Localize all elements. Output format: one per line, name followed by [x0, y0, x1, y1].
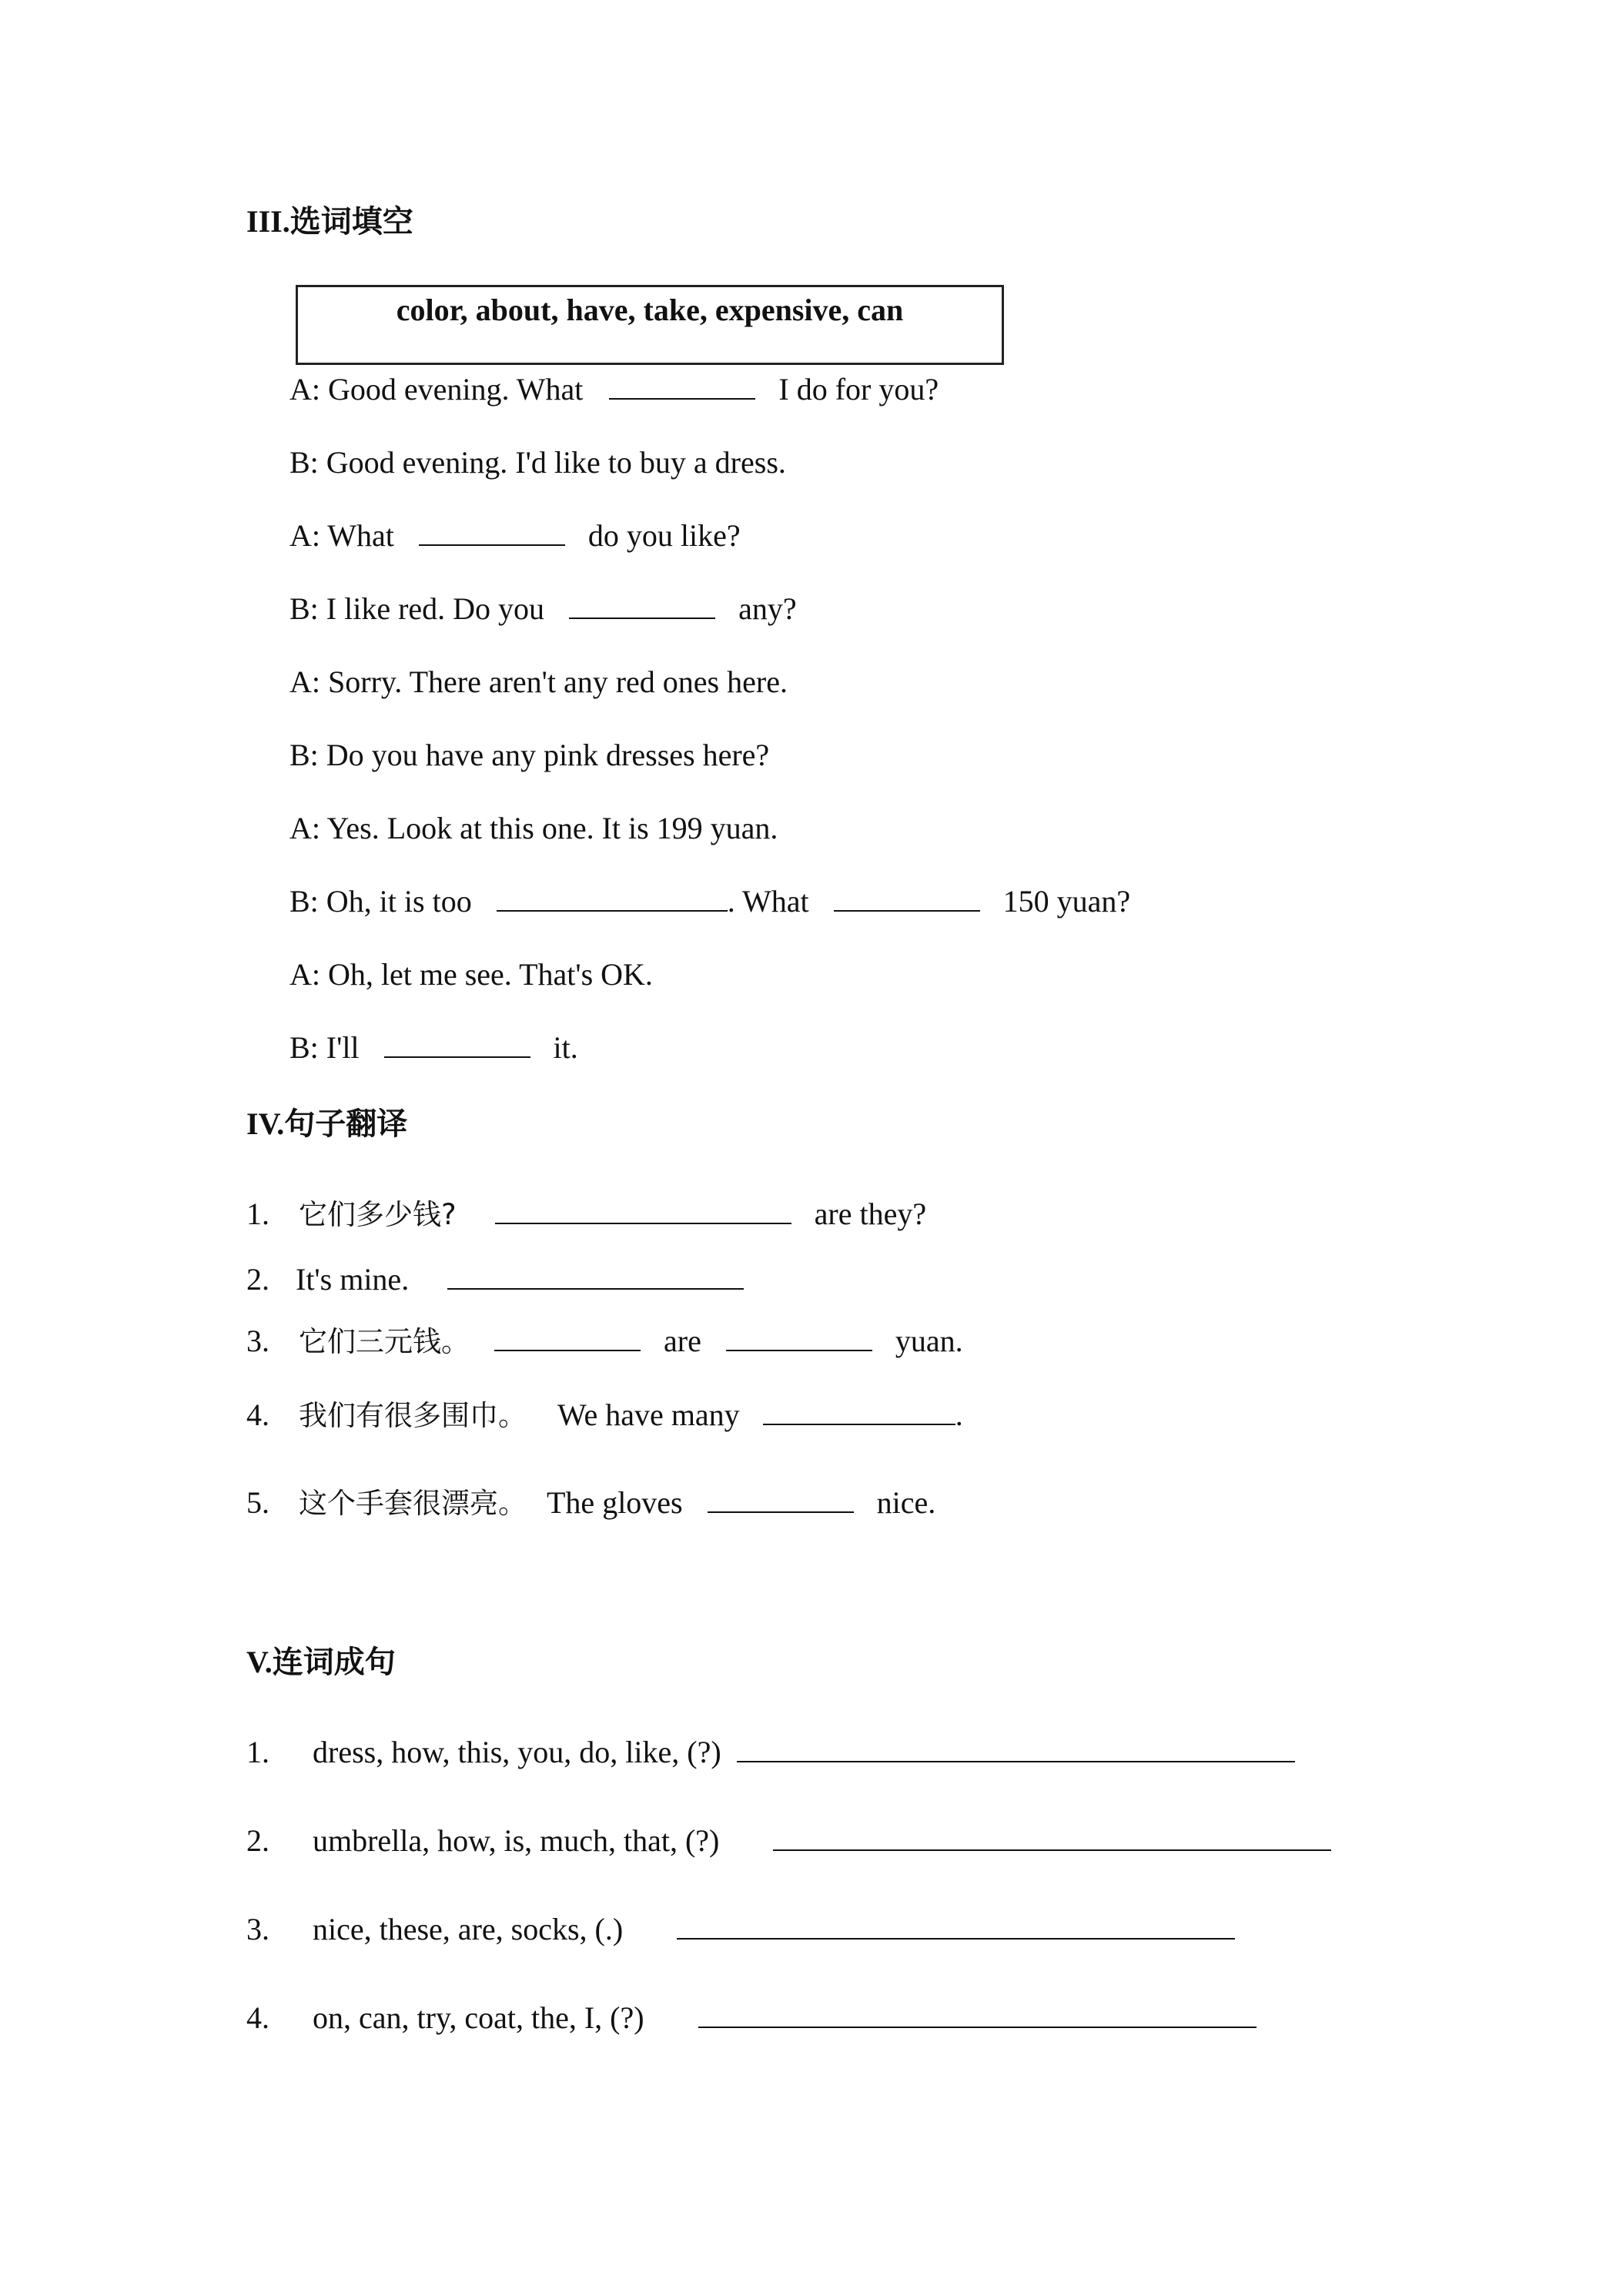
translation-blank-3b[interactable] [726, 1324, 872, 1351]
item-number: 5. [246, 1485, 269, 1520]
dialogue-text: do you like? [587, 518, 741, 553]
dialogue-text: I do for you? [778, 372, 939, 407]
translation-item-5 [246, 1484, 935, 1522]
english-sentence: It's mine. [296, 1262, 410, 1297]
translation-blank-3a[interactable] [494, 1324, 641, 1351]
reorder-answer-line-4[interactable] [698, 2000, 1257, 2028]
chinese-sentence: 这个手套很漂亮。 [299, 1487, 527, 1520]
dialogue-line-9: A: Oh, let me see. That's OK. [289, 957, 653, 992]
blank-6[interactable] [384, 1030, 530, 1058]
chinese-sentence: 它们多少钱? [299, 1198, 457, 1231]
item-number: 3. [246, 1324, 269, 1358]
chinese-sentence: 它们三元钱。 [299, 1325, 470, 1358]
item-number: 3. [246, 1912, 269, 1946]
english-text: yuan. [895, 1324, 963, 1358]
dialogue-line-7: A: Yes. Look at this one. It is 199 yuan. [289, 811, 778, 845]
scrambled-words: on, can, try, coat, the, I, (?) [313, 2000, 644, 2035]
item-number: 1. [246, 1197, 269, 1231]
english-text: The gloves [547, 1485, 683, 1520]
translation-blank-1[interactable] [495, 1197, 791, 1224]
blank-4[interactable] [497, 884, 728, 912]
blank-5[interactable] [834, 884, 980, 912]
reorder-answer-line-3[interactable] [677, 1912, 1235, 1940]
dialogue-line-3 [289, 517, 741, 554]
word-bank-text: color, about, have, take, expensive, can [396, 293, 904, 327]
reorder-item-4 [246, 2000, 1257, 2037]
translation-blank-5[interactable] [708, 1485, 854, 1513]
dialogue-text: any? [738, 591, 797, 626]
dialogue-line-5: A: Sorry. There aren't any red ones here. [289, 664, 788, 699]
dialogue-text: A: Good evening. What [289, 372, 584, 407]
item-number: 1. [246, 1735, 269, 1769]
item-number: 2. [246, 1262, 269, 1297]
english-text: nice. [876, 1485, 936, 1520]
english-text: are they? [814, 1197, 927, 1231]
chinese-sentence: 我们有很多围巾。 [299, 1399, 527, 1432]
scrambled-words: dress, how, this, you, do, like, (?) [313, 1735, 721, 1769]
translation-item-1 [246, 1196, 926, 1233]
dialogue-line-8 [289, 883, 1130, 920]
dialogue-text: it. [553, 1030, 578, 1065]
dialogue-text: 150 yuan? [1002, 884, 1131, 919]
blank-1[interactable] [609, 372, 755, 400]
english-text: . [955, 1397, 963, 1432]
item-number: 2. [246, 1823, 269, 1858]
translation-blank-4[interactable] [763, 1397, 955, 1425]
dialogue-text: B: I like red. Do you [289, 591, 545, 626]
section-5-heading: V.连词成句 [246, 1645, 396, 1679]
translation-blank-2[interactable] [447, 1262, 744, 1290]
dialogue-text: A: What [289, 518, 394, 553]
scrambled-words: umbrella, how, is, much, that, (?) [313, 1823, 720, 1858]
dialogue-line-10 [289, 1029, 578, 1066]
dialogue-line-2: B: Good evening. I'd like to buy a dress. [289, 445, 786, 480]
section-3-heading: III.选词填空 [246, 204, 413, 239]
translation-item-3 [246, 1323, 963, 1361]
dialogue-line-4 [289, 591, 797, 628]
english-text: are [664, 1324, 701, 1358]
word-bank-box [296, 285, 1004, 365]
section-4-heading: IV.句子翻译 [246, 1106, 408, 1141]
reorder-answer-line-2[interactable] [773, 1823, 1331, 1851]
reorder-item-1 [246, 1734, 1295, 1771]
reorder-item-2 [246, 1822, 1331, 1859]
reorder-answer-line-1[interactable] [737, 1735, 1295, 1762]
item-number: 4. [246, 1397, 269, 1432]
english-text: We have many [557, 1397, 740, 1432]
dialogue-text: B: I'll [289, 1030, 360, 1065]
dialogue-line-6: B: Do you have any pink dresses here? [289, 738, 770, 772]
blank-3[interactable] [569, 591, 715, 619]
scrambled-words: nice, these, are, socks, (.) [313, 1912, 624, 1946]
dialogue-text: . What [727, 884, 809, 919]
translation-item-2 [246, 1261, 744, 1298]
reorder-item-3 [246, 1911, 1235, 1948]
translation-item-4 [246, 1397, 963, 1434]
dialogue-line-1 [289, 371, 939, 408]
item-number: 4. [246, 2000, 269, 2035]
blank-2[interactable] [419, 518, 565, 546]
dialogue-text: B: Oh, it is too [289, 884, 472, 919]
